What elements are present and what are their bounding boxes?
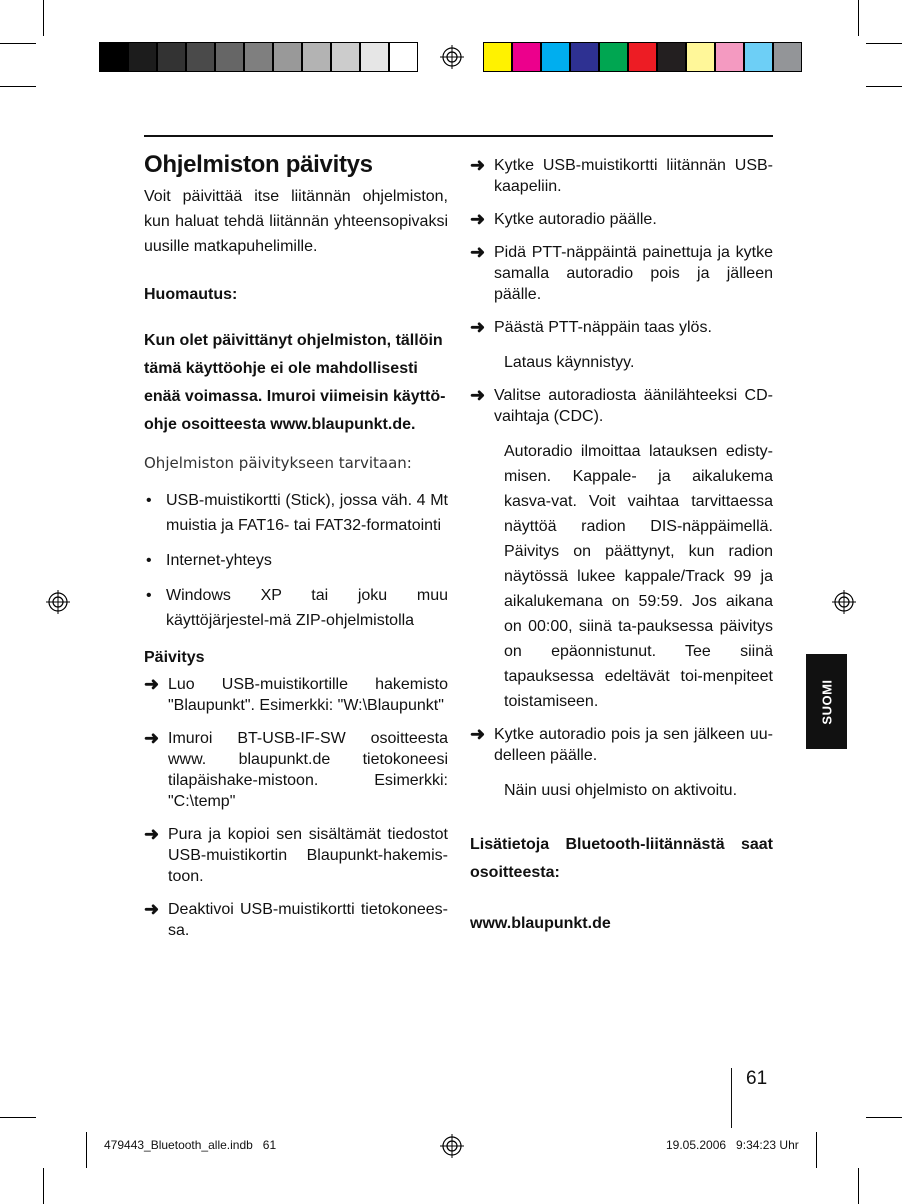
page-title: Ohjelmiston päivitys: [144, 151, 373, 178]
page-number-divider: [731, 1068, 732, 1128]
gray-swatch: [389, 42, 418, 72]
gray-swatch: [331, 42, 360, 72]
gray-swatch: [128, 42, 157, 72]
color-swatch: [744, 42, 773, 72]
arrow-right-icon: ➜: [470, 317, 486, 337]
color-swatch: [512, 42, 541, 72]
step-item: ➜ Pidä PTT-näppäintä painettuja ja kytke samalla autoradio pois ja jälleen päälle.: [470, 242, 773, 303]
loading-text: Lataus käynnistyy.: [504, 354, 635, 371]
step-item: ➜ Luo USB-muistikortille hakemisto "Blaupunkt". Esimerkki: "W:\Blaupunkt": [144, 674, 448, 714]
step-item: ➜ Päästä PTT-näppäin taas ylös.: [470, 317, 712, 337]
list-item: • Windows XP tai joku muu käyttöjärjestel-mä ZIP-ohjelmistolla: [144, 583, 448, 633]
step-item: ➜ Pura ja kopioi sen sisältämät tiedostot USB-muistikortin Blaupunkt-hakemis-toon.: [144, 824, 448, 885]
step-item: ➜ Kytke autoradio päälle.: [470, 209, 657, 229]
arrow-right-icon: ➜: [470, 209, 486, 229]
color-swatch: [628, 42, 657, 72]
cdc-info-paragraph: Autoradio ilmoittaa latauksen edisty-misen. Kappale- ja aikalukema kasva-vat. Voit vaihtaa tarvittaessa näyttöä radion DIS-näppäimellä. Päivitys on päättynyt, kun radion näytössä lukee kappale/Track 99 ja aikalukemana on 59:59. Jos aikana on 00:00, siinä ta-pauksessa päivitys on epäonnistunut. Tee siinä tapauksessa edeltävät toi-menpiteet toistamiseen.: [504, 443, 773, 710]
bullet-icon: •: [146, 552, 152, 569]
color-swatch: [715, 42, 744, 72]
website-link[interactable]: www.blaupunkt.de: [470, 915, 611, 932]
bullet-icon: •: [146, 587, 152, 604]
left-steps: [144, 674, 448, 941]
arrow-right-icon: ➜: [144, 728, 160, 748]
color-swatch: [599, 42, 628, 72]
arrow-right-icon: ➜: [144, 674, 160, 694]
top-rule: [144, 135, 773, 137]
color-swatch: [541, 42, 570, 72]
color-swatch: [773, 42, 802, 72]
gray-swatch: [244, 42, 273, 72]
footer-file-info: 479443_Bluetooth_alle.indb 61: [104, 1138, 277, 1152]
gray-swatch: [215, 42, 244, 72]
registration-mark-icon: [832, 590, 856, 614]
arrow-right-icon: ➜: [470, 155, 486, 175]
color-swatch: [570, 42, 599, 72]
registration-mark-icon: [46, 590, 70, 614]
list-item: • USB-muistikortti (Stick), jossa väh. 4 Mt muistia ja FAT16- tai FAT32-formatointi: [144, 488, 448, 538]
arrow-right-icon: ➜: [144, 824, 160, 844]
arrow-right-icon: ➜: [470, 724, 486, 744]
color-swatch: [483, 42, 512, 72]
intro-paragraph: Voit päivittää itse liitännän ohjelmiston, kun haluat tehdä liitännän yhteensopivaksi uusille matkapuhelimille.: [144, 188, 448, 255]
step-item: ➜ Kytke USB-muistikortti liitännän USB-kaapeliin.: [470, 155, 773, 195]
gray-swatch: [99, 42, 128, 72]
step-item: ➜ Valitse autoradiosta äänilähteeksi CD-vaihtaja (CDC).: [470, 385, 773, 425]
registration-mark-icon: [440, 1134, 464, 1158]
arrow-right-icon: ➜: [470, 385, 486, 405]
more-info-text: Lisätietoja Bluetooth-liitännästä saat osoitteesta:: [470, 836, 773, 881]
update-heading: Päivitys: [144, 649, 205, 666]
gray-swatch: [186, 42, 215, 72]
requirements-heading: Ohjelmiston päivitykseen tarvitaan:: [144, 454, 412, 472]
language-tab: SUOMI: [806, 654, 847, 749]
gray-swatch: [273, 42, 302, 72]
color-swatch: [686, 42, 715, 72]
left-column: [144, 150, 448, 941]
note-label: Huomautus:: [144, 286, 238, 303]
color-swatch: [657, 42, 686, 72]
right-column: [470, 155, 773, 936]
step-item: ➜ Kytke autoradio pois ja sen jälkeen uu-delleen päälle.: [470, 724, 773, 764]
list-item: • Internet-yhteys: [144, 548, 448, 573]
bullet-icon: •: [146, 492, 152, 509]
activated-text: Näin uusi ohjelmisto on aktivoitu.: [504, 782, 738, 799]
arrow-right-icon: ➜: [470, 242, 486, 262]
step-item: ➜ Deaktivoi USB-muistikortti tietokonees-sa.: [144, 899, 448, 939]
step-item: ➜ Imuroi BT-USB-IF-SW osoitteesta www. blaupunkt.de tietokoneesi tilapäishake-mistoon. Esimerkki: "C:\temp": [144, 728, 448, 810]
arrow-right-icon: ➜: [144, 899, 160, 919]
gray-swatch: [302, 42, 331, 72]
footer-date-info: 19.05.2006 9:34:23 Uhr: [666, 1138, 799, 1152]
gray-swatch: [360, 42, 389, 72]
gray-swatch: [157, 42, 186, 72]
page-number: 61: [746, 1068, 768, 1089]
requirements-list: [144, 488, 448, 633]
note-text: Kun olet päivittänyt ohjelmiston, tällöin tämä käyttöohje ei ole mahdollisesti enää voimassa. Imuroi viimeisin käyttö-ohje osoitteesta www.blaupunkt.de.: [144, 332, 446, 433]
registration-mark-icon: [440, 45, 464, 69]
